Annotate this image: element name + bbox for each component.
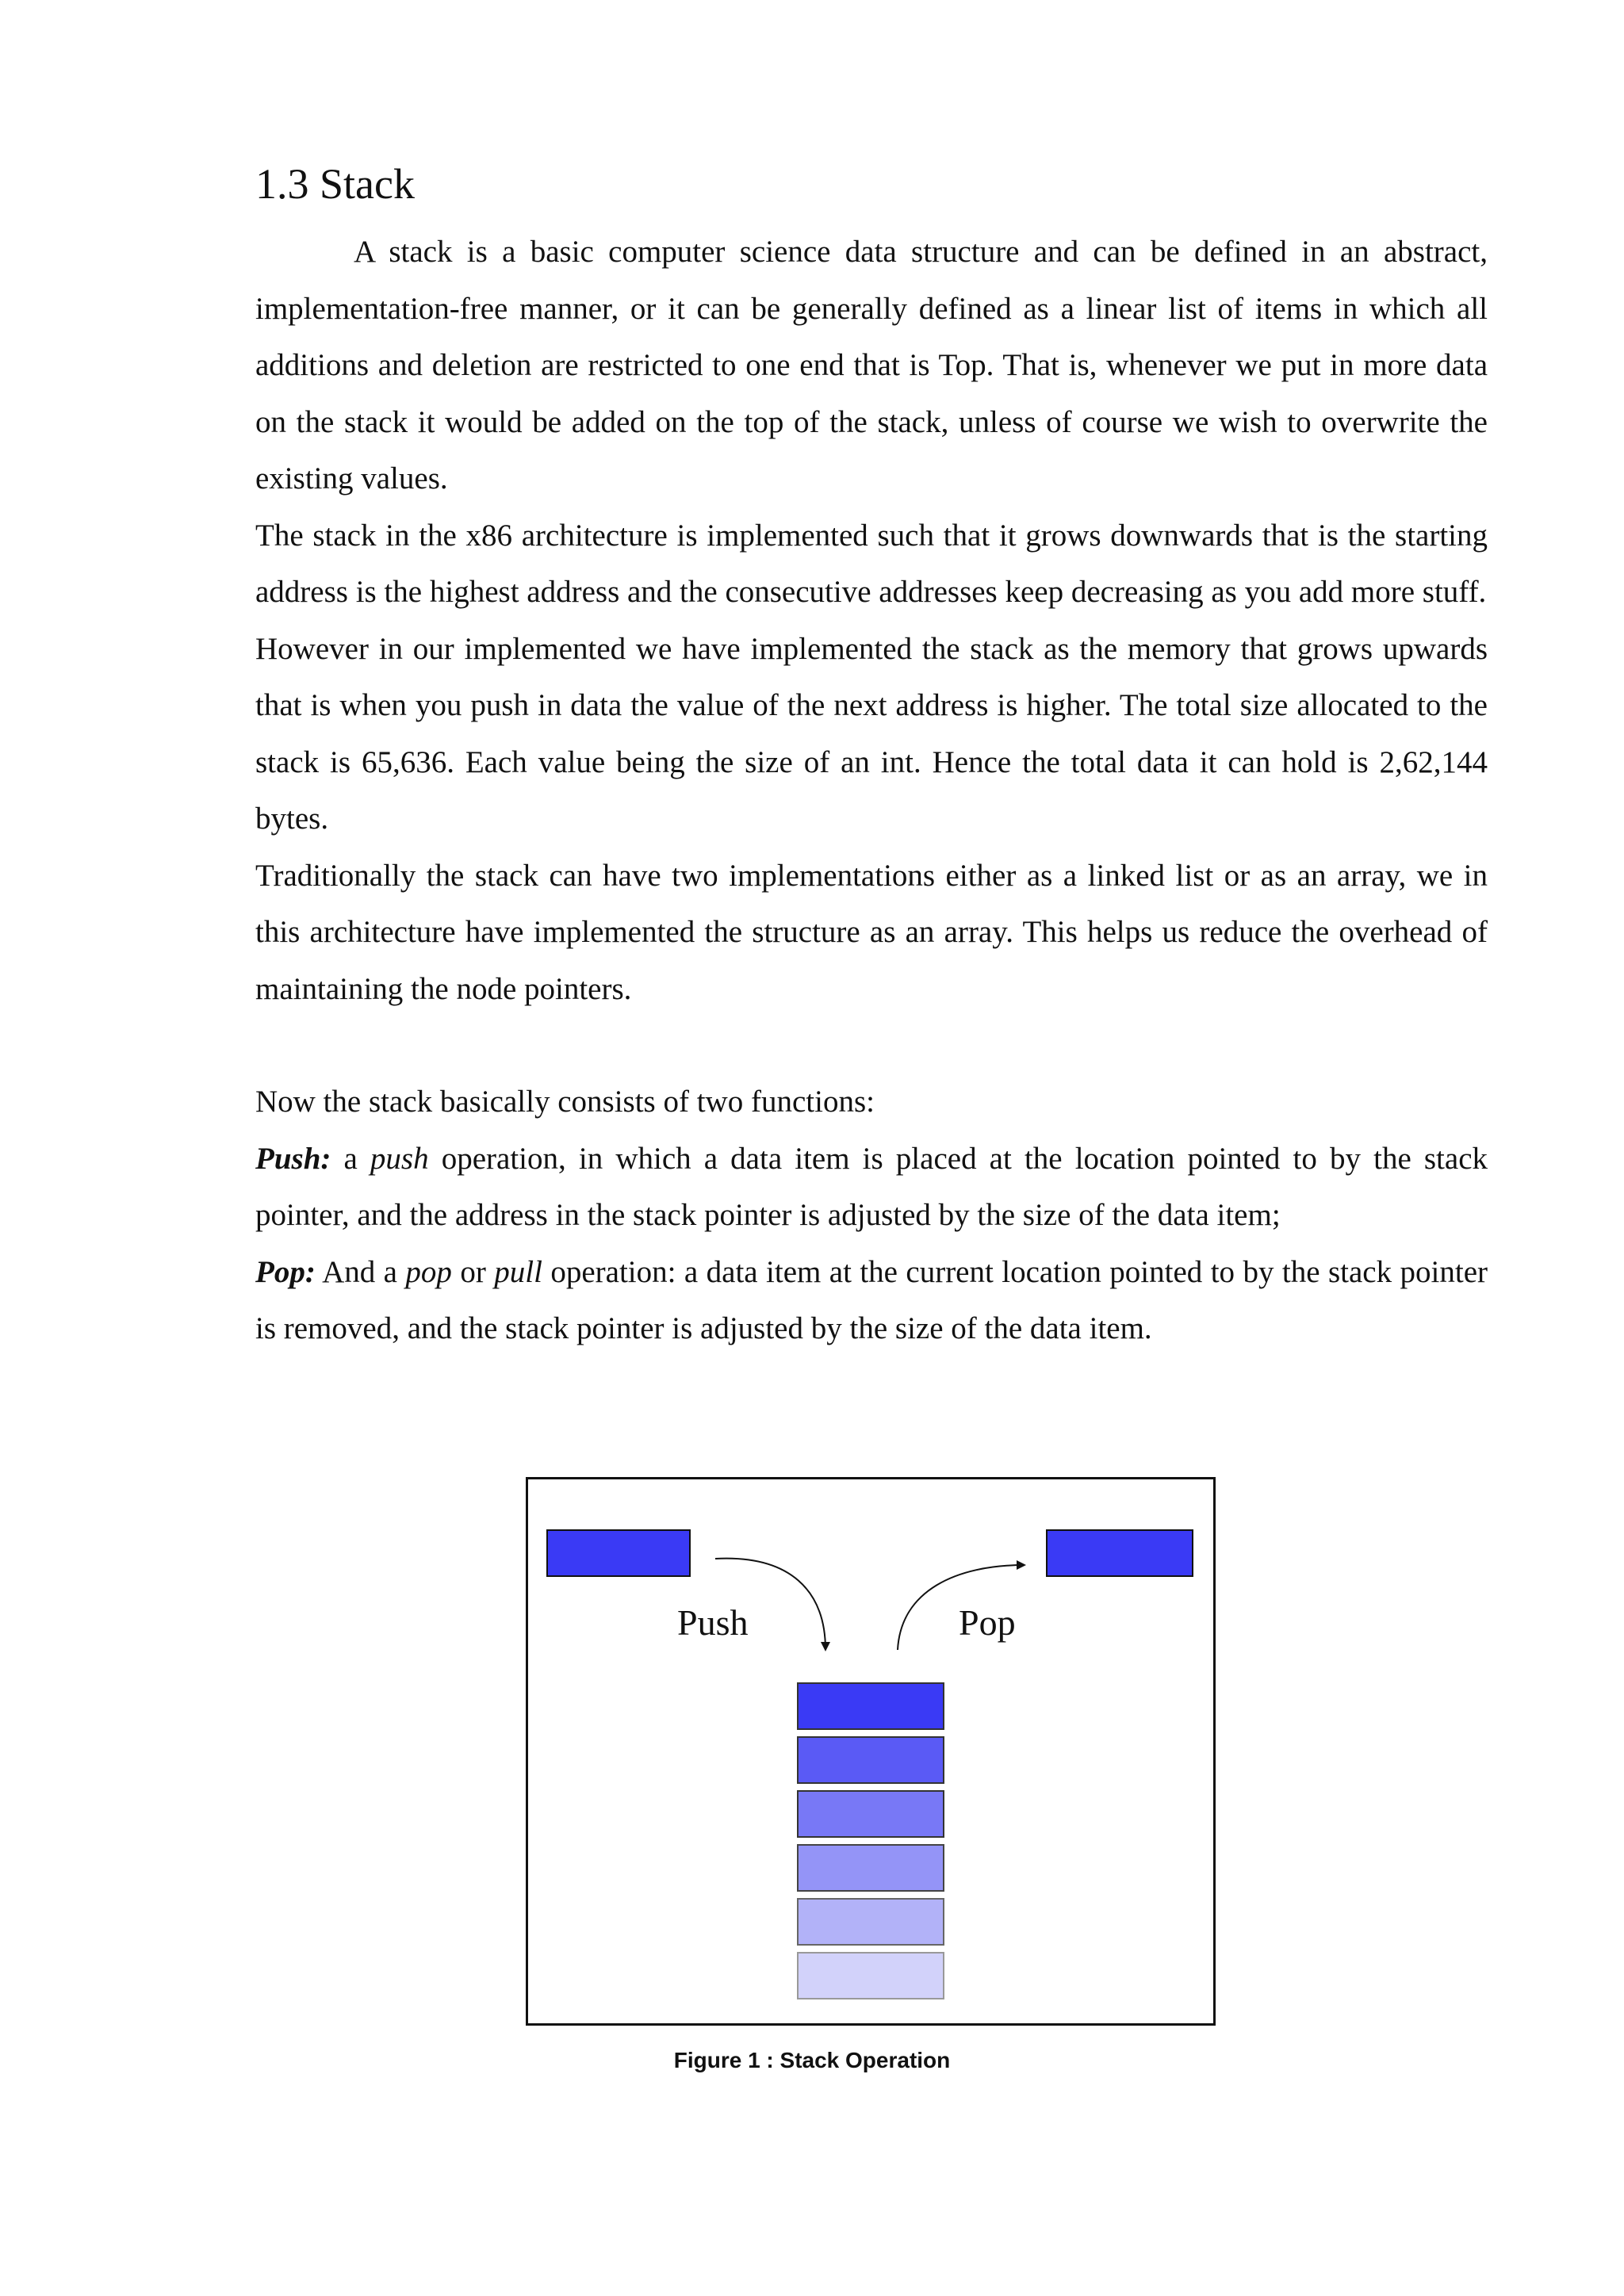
paragraph-stack-definition: A stack is a basic computer science data structure and can be defined in an abstract, implementation-free manner, or it can be generally defined as a linear list of items in which all additions and deletion are restricted to one end that is Top. That is, whenever we put in more data on the stack it would be added on the top of the stack, unless of course we wish to overwrite the existing values. — [255, 235, 1488, 496]
pop-word: pop — [405, 1254, 452, 1289]
stack-item-5 — [798, 1899, 944, 1945]
pop-definition — [255, 1244, 1488, 1357]
paragraph-spacer — [255, 1017, 1488, 1073]
paragraph-x86-stack: The stack in the x86 architecture is implemented such that it grows downwards that is the starting address is the highest address and the consecutive addresses keep decreasing as you add more stuff. — [255, 518, 1488, 609]
stack-item-2 — [798, 1737, 944, 1783]
push-word: push — [370, 1141, 429, 1176]
section-heading: 1.3 Stack — [255, 160, 415, 208]
pop-item-block — [1047, 1530, 1193, 1576]
push-definition — [255, 1131, 1488, 1244]
paragraph-functions-intro: Now the stack basically consists of two functions: — [255, 1085, 875, 1119]
push-pre: a — [331, 1141, 370, 1176]
push-text: operation, in which a data item is placed at the location pointed to by the stack pointer, and the address in the stack pointer is adjusted by the size of the data item; — [255, 1141, 1488, 1232]
stack-item-6 — [798, 1953, 944, 1999]
pop-pre: And a — [315, 1254, 406, 1289]
push-term: Push: — [255, 1141, 331, 1176]
pull-word: pull — [494, 1254, 542, 1289]
stack-item-4 — [798, 1845, 944, 1891]
paragraph-implementation: However in our implemented we have implemented the stack as the memory that grows upwards that is when you push in data the value of the next address is higher. The total size allocated to the stack is 65,636. Each value being the size of an int. Hence the total data it can hold is 2,62,144 bytes. — [255, 631, 1488, 836]
push-label: Push — [677, 1602, 749, 1643]
figure-caption: Figure 1 : Stack Operation — [673, 2048, 951, 2072]
stack-operation-figure — [526, 1477, 1216, 2026]
stack-item-3 — [798, 1791, 944, 1837]
push-item-block — [547, 1530, 690, 1576]
paragraph-array-implementation: Traditionally the stack can have two implementations either as a linked list or as an array, we in this architecture have implemented the structure as an array. This helps us reduce the overhead of maintaining the node pointers. — [255, 858, 1488, 1006]
stack-items — [798, 1683, 944, 1999]
pop-term: Pop: — [255, 1254, 316, 1289]
stack-diagram — [528, 1479, 1213, 2023]
pop-label: Pop — [959, 1602, 1016, 1643]
document-page — [255, 155, 1488, 1357]
pop-text: operation: a data item at the current location pointed to by the stack pointer is removed, and the stack pointer is adjusted by the size of the data item. — [255, 1254, 1488, 1345]
stack-item-1 — [798, 1683, 944, 1729]
pop-mid: or — [451, 1254, 495, 1289]
